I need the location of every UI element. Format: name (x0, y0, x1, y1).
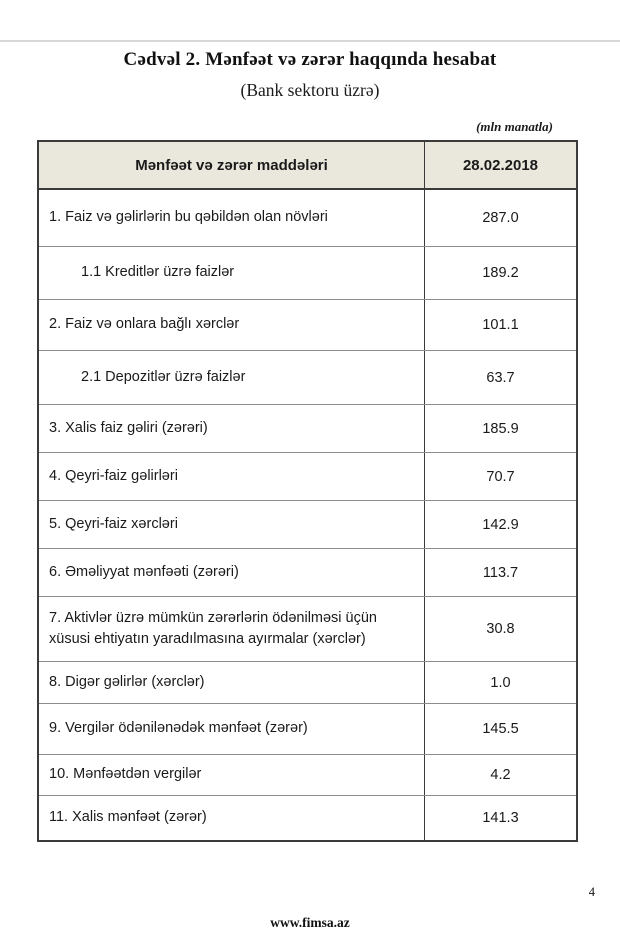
page-number: 4 (588, 885, 595, 899)
unit-note: (mln manatla) (476, 119, 553, 134)
row-value: 113.7 (482, 564, 519, 581)
page-subtitle: (Bank sektoru üzrə) (240, 80, 380, 100)
table-row (39, 501, 576, 549)
row-label: 8. Digər gəlirlər (xərclər) (39, 662, 425, 703)
row-label: 1. Faiz və gəlirlərin bu qəbildən olan növləri (39, 190, 425, 246)
row-label: 10. Mənfəətdən vergilər (39, 755, 425, 795)
table-row (39, 796, 576, 840)
table-row (39, 755, 576, 796)
table-row (39, 453, 576, 501)
row-label: 5. Qeyri-faiz xərcləri (39, 501, 425, 548)
row-value: 1.0 (490, 674, 511, 691)
row-value: 145.5 (482, 721, 519, 737)
row-value: 189.2 (482, 265, 519, 281)
row-value: 4.2 (490, 767, 511, 783)
row-label: 11. Xalis mənfəət (zərər) (39, 796, 425, 840)
table-header-date: 28.02.2018 (462, 156, 539, 174)
table-row (39, 351, 576, 405)
row-value: 185.9 (482, 420, 519, 437)
table-row (39, 662, 576, 704)
row-value: 63.7 (486, 369, 515, 386)
row-label: 4. Qeyri-faiz gəlirləri (39, 453, 425, 500)
row-label: 6. Əməliyyat mənfəəti (zərəri) (39, 549, 425, 596)
row-value: 101.1 (482, 317, 519, 333)
row-value: 287.0 (482, 210, 519, 226)
row-value: 142.9 (482, 516, 519, 533)
row-value: 30.8 (486, 621, 515, 637)
table-row (39, 597, 576, 662)
row-value: 70.7 (486, 468, 515, 485)
row-label: 1.1 Kreditlər üzrə faizlər (39, 247, 425, 299)
row-value: 141.3 (482, 810, 519, 826)
table-header-items: Mənfəət və zərər maddələri (39, 142, 425, 188)
table-header-row (39, 142, 576, 190)
table-row (39, 300, 576, 351)
row-label: 2. Faiz və onlara bağlı xərclər (39, 300, 425, 350)
table-row (39, 405, 576, 453)
table-row (39, 190, 576, 247)
row-label: 3. Xalis faiz gəliri (zərəri) (39, 405, 425, 452)
table-body (39, 190, 576, 840)
profit-loss-table (37, 140, 578, 842)
page-title: Cədvəl 2. Mənfəət və zərər haqqında hesabat (123, 49, 497, 70)
row-label: 2.1 Depozitlər üzrə faizlər (39, 351, 425, 404)
header-rule (0, 40, 620, 42)
footer-url: www.fimsa.az (270, 915, 350, 930)
table-row (39, 704, 576, 755)
table-row (39, 247, 576, 300)
row-label: 9. Vergilər ödənilənədək mənfəət (zərər) (39, 704, 425, 754)
table-row (39, 549, 576, 597)
row-label: 7. Aktivlər üzrə mümkün zərərlərin ödənilməsi üçün xüsusi ehtiyatın yaradılmasına ayırmalar (xərclər) (39, 597, 425, 661)
